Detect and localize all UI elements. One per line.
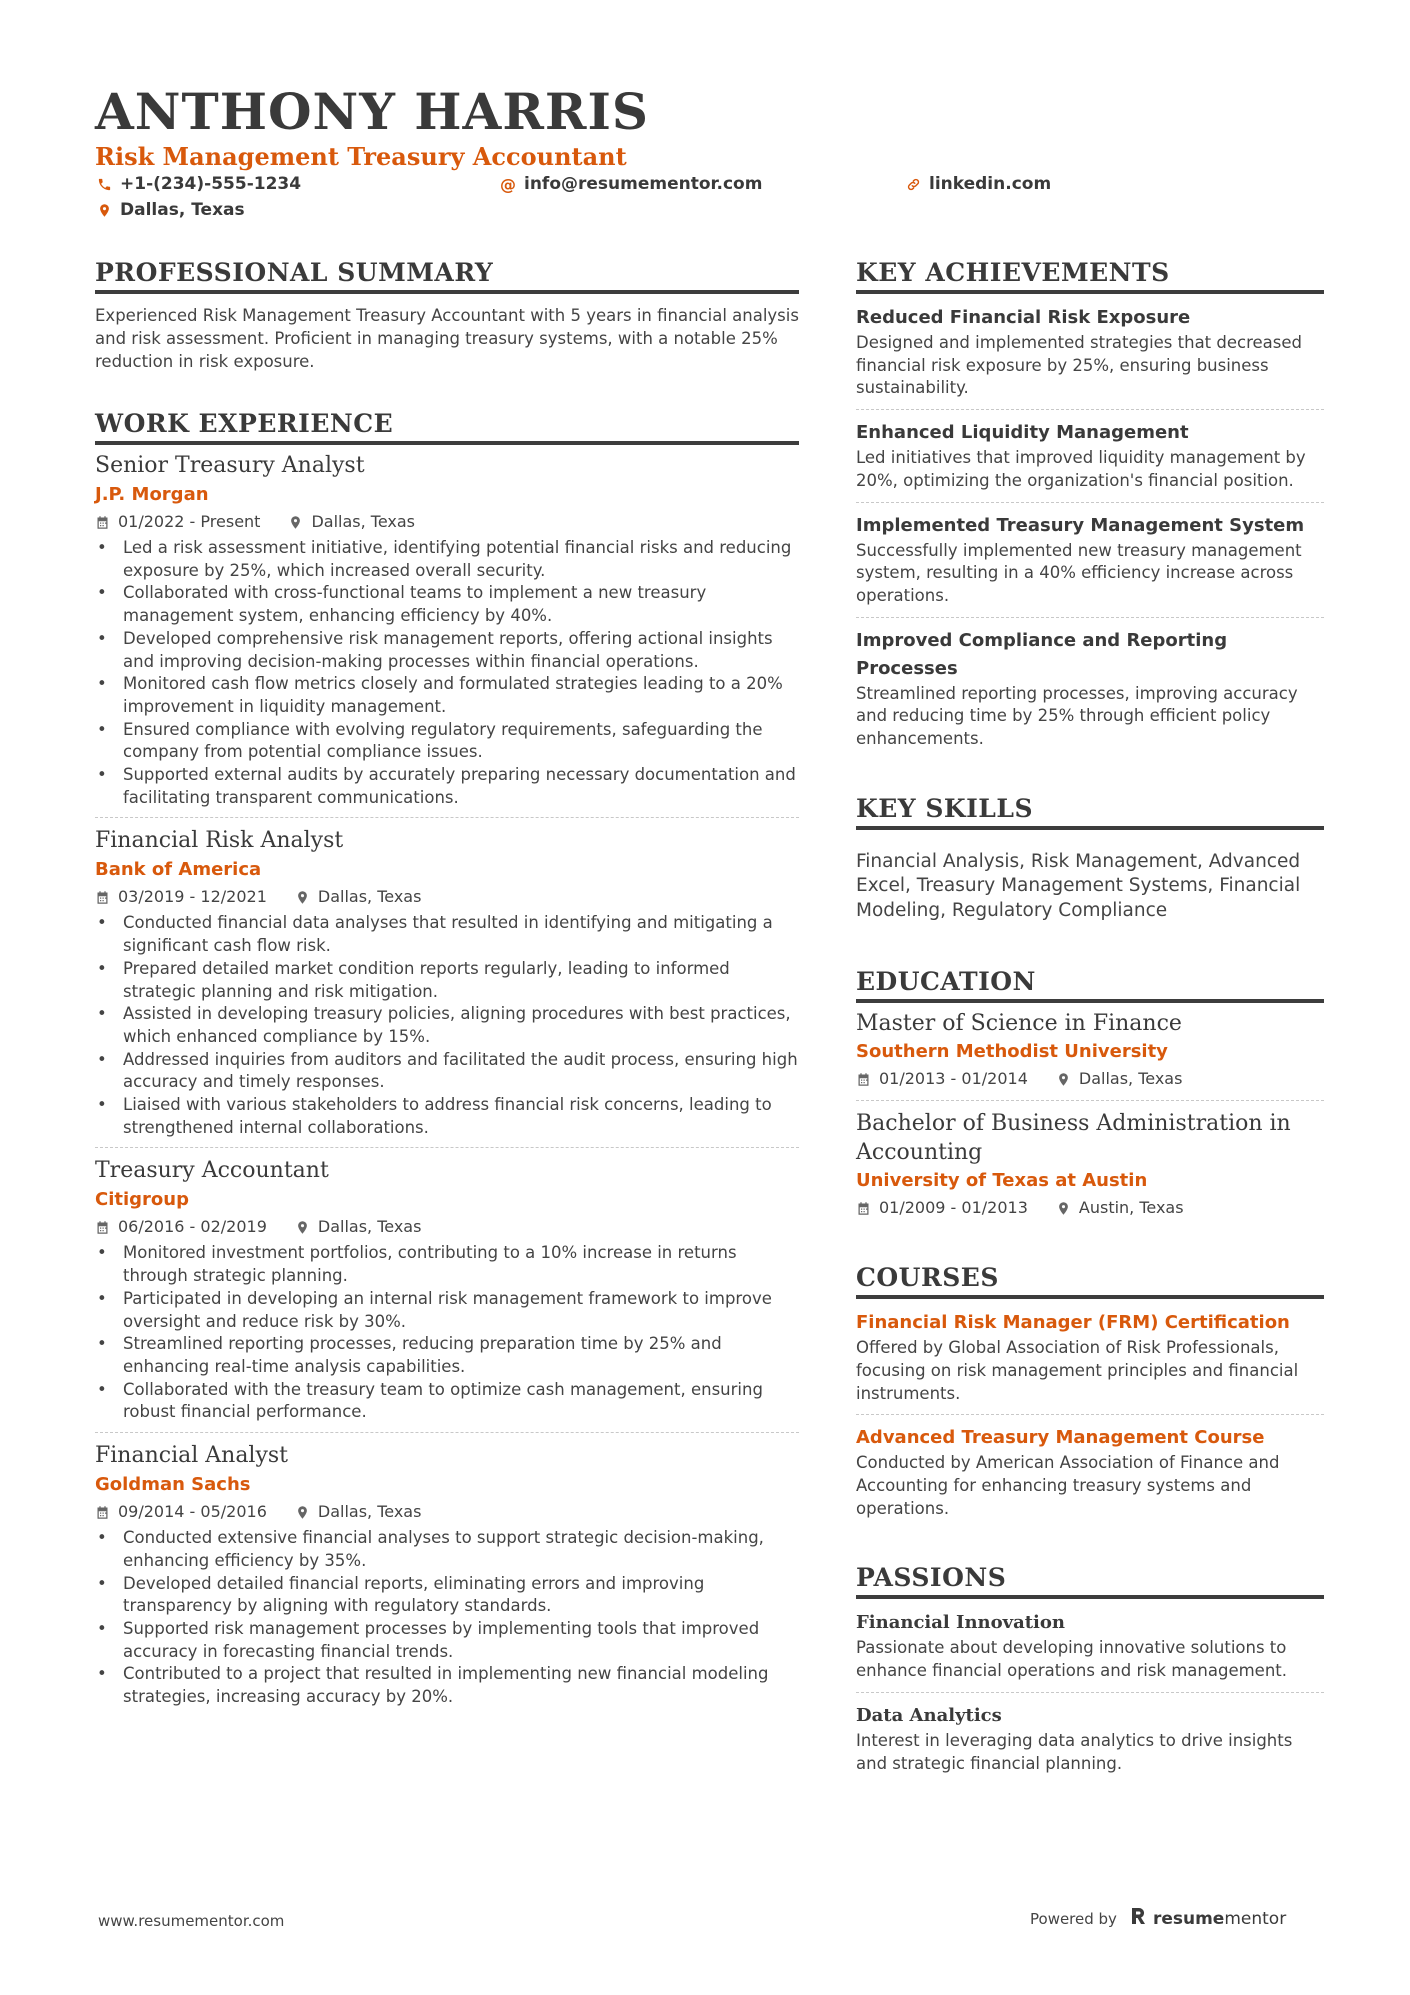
- job-entry: [95, 1441, 799, 1717]
- course-title: Advanced Treasury Management Course: [856, 1427, 1265, 1449]
- job-role: Treasury Accountant: [95, 1158, 329, 1184]
- calendar-icon: [95, 1220, 110, 1235]
- job-bullet: • Collaborated with cross-functional teams to implement a new treasury management system, enhancing efficiency by 40%.: [95, 582, 799, 627]
- education-location: Dallas, Texas: [1078, 1069, 1183, 1089]
- map-pin-icon: [295, 1505, 310, 1520]
- contact-phone: [96, 174, 301, 194]
- job-bullet: • Prepared detailed market condition reports regularly, leading to informed strategic planning and risk mitigation.: [95, 958, 799, 1003]
- job-meta: [95, 1499, 799, 1525]
- job-bullet: • Monitored cash flow metrics closely and formulated strategies leading to a 20% improvement in liquidity management.: [95, 673, 799, 718]
- education-meta: [856, 1195, 1324, 1221]
- course-desc: Offered by Global Association of Risk Professionals, focusing on risk management principles and financial instruments.: [856, 1338, 1299, 1403]
- summary-section: [95, 258, 799, 373]
- location-text: Dallas, Texas: [120, 200, 245, 220]
- linkedin-link[interactable]: linkedin.com: [929, 174, 1052, 194]
- course-item: [856, 1309, 1324, 1415]
- map-pin-icon: [1056, 1201, 1071, 1216]
- passions-section: [856, 1563, 1324, 1784]
- job-dates: 09/2014 - 05/2016: [118, 1502, 267, 1522]
- job-bullet: • Streamlined reporting processes, reducing preparation time by 25% and enhancing real-time analysis capabilities.: [95, 1333, 799, 1378]
- at-icon: @: [500, 174, 516, 194]
- brand-bold: resume: [1152, 1908, 1225, 1929]
- candidate-name: ANTHONY HARRIS: [95, 82, 649, 141]
- phone-icon: [96, 177, 112, 192]
- education-item: [856, 1009, 1324, 1101]
- job-bullet: • Ensured compliance with evolving regulatory requirements, safeguarding the company from potential compliance issues.: [95, 719, 799, 764]
- job-bullet: • Conducted extensive financial analyses to support strategic decision-making, enhancing efficiency by 35%.: [95, 1527, 799, 1572]
- job-location: Dallas, Texas: [317, 1502, 422, 1522]
- achievement-title: Reduced Financial Risk Exposure: [856, 307, 1191, 328]
- calendar-icon: [856, 1072, 871, 1087]
- achievement-item: [856, 419, 1324, 502]
- email-link[interactable]: info@resumementor.com: [524, 174, 763, 194]
- job-bullet: • Supported risk management processes by implementing tools that improved accuracy in forecasting financial trends.: [95, 1618, 799, 1663]
- job-bullet: • Liaised with various stakeholders to address financial risk concerns, leading to strengthened internal collaborations.: [95, 1094, 799, 1139]
- passion-title: Data Analytics: [856, 1704, 1002, 1726]
- brand-light: mentor: [1224, 1908, 1287, 1929]
- achievement-title: Implemented Treasury Management System: [856, 514, 1305, 536]
- education-item: [856, 1109, 1324, 1229]
- job-role: Senior Treasury Analyst: [95, 453, 365, 478]
- job-company: J.P. Morgan: [95, 484, 209, 505]
- job-bullets: [95, 537, 799, 809]
- job-bullet: • Addressed inquiries from auditors and facilitated the audit process, ensuring high accuracy and timely responses.: [95, 1049, 799, 1094]
- map-pin-icon: [295, 1220, 310, 1235]
- courses-heading: COURSES: [856, 1263, 1324, 1299]
- map-pin-icon: [1056, 1072, 1071, 1087]
- job-bullets: [95, 912, 799, 1139]
- left-column: [95, 258, 799, 1725]
- candidate-title: Risk Management Treasury Accountant: [95, 142, 627, 171]
- summary-text: Experienced Risk Management Treasury Accountant with 5 years in financial analysis and risk assessment. Proficient in managing treasury systems, with a notable 25% reduction in risk exposure.: [95, 306, 799, 371]
- calendar-icon: [95, 890, 110, 905]
- job-bullet: • Supported external audits by accurately preparing necessary documentation and facilitating transparent communications.: [95, 764, 799, 809]
- job-dates: 03/2019 - 12/2021: [118, 887, 267, 907]
- education-dates: 01/2009 - 01/2013: [879, 1198, 1028, 1218]
- contact-linkedin: [905, 174, 1051, 194]
- job-meta: [95, 1214, 799, 1240]
- summary-heading: PROFESSIONAL SUMMARY: [95, 258, 799, 294]
- job-bullet: • Conducted financial data analyses that resulted in identifying and mitigating a significant cash flow risk.: [95, 912, 799, 957]
- job-role: Financial Analyst: [95, 1443, 289, 1469]
- passion-item: [856, 1609, 1324, 1692]
- link-icon: [905, 177, 921, 192]
- phone-text[interactable]: +1-(234)-555-1234: [120, 174, 302, 194]
- job-bullet: • Developed comprehensive risk management reports, offering actional insights and improving decision-making processes within financial operations.: [95, 628, 799, 673]
- job-bullet: • Developed detailed financial reports, eliminating errors and improving transparency by aligning with regulatory standards.: [95, 1573, 799, 1618]
- job-bullets: [95, 1527, 799, 1709]
- job-location: Dallas, Texas: [317, 887, 422, 907]
- passion-item: [856, 1702, 1324, 1784]
- achievement-item: [856, 304, 1324, 410]
- education-heading: EDUCATION: [856, 967, 1324, 1003]
- education-dates: 01/2013 - 01/2014: [879, 1069, 1028, 1089]
- experience-section: [95, 409, 799, 1717]
- passions-heading: PASSIONS: [856, 1563, 1324, 1599]
- course-item: [856, 1424, 1324, 1529]
- passion-desc: Passionate about developing innovative solutions to enhance financial operations and risk management.: [856, 1638, 1288, 1681]
- job-entry: [95, 826, 799, 1148]
- achievement-title: Enhanced Liquidity Management: [856, 422, 1189, 444]
- passion-desc: Interest in leveraging data analytics to drive insights and strategic financial planning.: [856, 1730, 1293, 1773]
- education-degree: Master of Science in Finance: [856, 1011, 1182, 1037]
- job-entry: [95, 451, 799, 818]
- job-location: Dallas, Texas: [311, 512, 416, 531]
- achievement-item: [856, 627, 1324, 760]
- calendar-icon: [95, 515, 110, 530]
- job-bullet: • Contributed to a project that resulted in implementing new financial modeling strategies, increasing accuracy by 20%.: [95, 1663, 799, 1708]
- education-meta: [856, 1066, 1324, 1092]
- footer-powered: [1030, 1906, 1286, 1931]
- achievement-title: Improved Compliance and Reporting Processes: [856, 629, 1228, 679]
- job-company: Goldman Sachs: [95, 1474, 251, 1496]
- passion-title: Financial Innovation: [856, 1612, 1065, 1634]
- map-pin-icon: [96, 203, 112, 218]
- skills-text: Financial Analysis, Risk Management, Advanced Excel, Treasury Management Systems, Financial Modeling, Regulatory Compliance: [856, 850, 1301, 921]
- courses-section: [856, 1263, 1324, 1529]
- job-bullet: • Collaborated with the treasury team to optimize cash management, ensuring robust financial performance.: [95, 1379, 799, 1424]
- footer-website[interactable]: www.resumementor.com: [98, 1912, 285, 1930]
- job-entry: [95, 1156, 799, 1433]
- map-pin-icon: [288, 515, 303, 530]
- job-dates: 06/2016 - 02/2019: [118, 1217, 267, 1237]
- education-school: University of Texas at Austin: [856, 1170, 1148, 1192]
- resumementor-logo-icon: [1129, 1906, 1147, 1931]
- course-title: Financial Risk Manager (FRM) Certification: [856, 1312, 1290, 1334]
- achievement-desc: Streamlined reporting processes, improving accuracy and reducing time by 25% through efficient policy enhancements.: [856, 683, 1298, 749]
- education-location: Austin, Texas: [1078, 1198, 1184, 1218]
- achievement-desc: Designed and implemented strategies that decreased financial risk exposure by 25%, ensuring business sustainability.: [856, 333, 1302, 398]
- course-desc: Conducted by American Association of Finance and Accounting for enhancing treasury systems and operations.: [856, 1453, 1280, 1518]
- achievement-desc: Led initiatives that improved liquidity management by 20%, optimizing the organization's financial position.: [856, 448, 1306, 490]
- job-company: Bank of America: [95, 859, 262, 881]
- skills-heading: KEY SKILLS: [856, 794, 1324, 830]
- calendar-icon: [856, 1201, 871, 1216]
- brand-logo[interactable]: [1129, 1906, 1286, 1931]
- job-bullet: • Led a risk assessment initiative, identifying potential financial risks and reducing exposure by 25%, which increased overall security.: [95, 537, 799, 582]
- job-bullet: • Participated in developing an internal risk management framework to improve oversight and reduce risk by 30%.: [95, 1288, 799, 1333]
- education-school: Southern Methodist University: [856, 1041, 1168, 1063]
- map-pin-icon: [295, 890, 310, 905]
- achievements-section: [856, 258, 1324, 760]
- calendar-icon: [95, 1505, 110, 1520]
- right-column: [856, 258, 1324, 1793]
- contact-email: [500, 174, 762, 194]
- achievements-heading: KEY ACHIEVEMENTS: [856, 258, 1324, 294]
- job-dates: 01/2022 - Present: [118, 512, 261, 531]
- job-meta: [95, 509, 799, 535]
- job-role: Financial Risk Analyst: [95, 828, 344, 854]
- powered-by-label: Powered by: [1030, 1909, 1117, 1928]
- skills-section: [856, 794, 1324, 924]
- job-meta: [95, 884, 799, 910]
- achievement-desc: Successfully implemented new treasury management system, resulting in a 40% efficiency increase across operations.: [856, 540, 1302, 605]
- contact-location: [96, 200, 245, 220]
- education-degree: Bachelor of Business Administration in Accounting: [856, 1111, 1291, 1166]
- experience-heading: WORK EXPERIENCE: [95, 409, 799, 445]
- job-location: Dallas, Texas: [317, 1217, 422, 1237]
- achievement-item: [856, 512, 1324, 618]
- education-section: [856, 967, 1324, 1229]
- job-bullet: • Monitored investment portfolios, contributing to a 10% increase in returns through strategic planning.: [95, 1242, 799, 1287]
- job-bullet: • Assisted in developing treasury policies, aligning procedures with best practices, which enhanced compliance by 15%.: [95, 1003, 799, 1048]
- job-bullets: [95, 1242, 799, 1424]
- job-company: Citigroup: [95, 1189, 189, 1211]
